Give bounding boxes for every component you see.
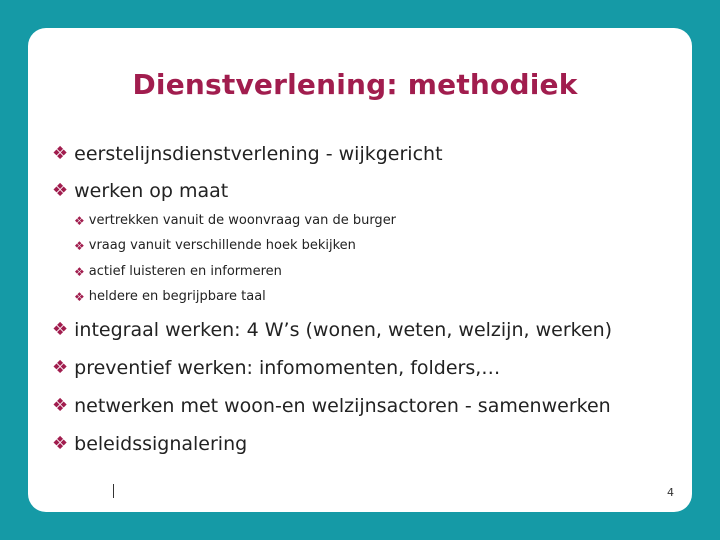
page-number: 4 [667,486,674,499]
diamond-bullet-icon: ❖ [52,433,69,454]
sub-bullet-item-1 [74,213,396,228]
bullet-item-1 [52,143,443,165]
bullet-text: netwerken met woon-en welzijnsactoren - samenwerken [74,395,611,417]
diamond-bullet-icon: ❖ [52,357,69,378]
bullet-text: preventief werken: infomomenten, folders,… [74,357,501,379]
bullet-text: integraal werken: 4 W’s (wonen, weten, welzijn, werken) [74,319,613,341]
diamond-bullet-icon: ❖ [74,264,85,279]
slide-title: Dienstverlening: methodiek [132,68,578,101]
diamond-bullet-icon: ❖ [74,213,85,228]
diamond-bullet-icon: ❖ [52,180,69,201]
sub-bullet-text: heldere en begrijpbare taal [88,289,266,304]
bullet-item-6 [52,433,247,455]
diamond-bullet-icon: ❖ [52,143,69,164]
sub-bullet-text: vraag vanuit verschillende hoek bekijken [88,238,356,253]
diamond-bullet-icon: ❖ [52,319,69,340]
sub-bullet-text: vertrekken vanuit de woonvraag van de burger [88,213,397,228]
bullet-item-3 [52,319,612,341]
sub-bullet-item-2 [74,238,356,253]
sub-bullet-item-3 [74,264,282,279]
diamond-bullet-icon: ❖ [52,395,69,416]
bullet-text: eerstelijnsdienstverlening - wijkgericht [74,143,443,165]
bullet-item-5 [52,395,611,417]
sub-bullet-item-4 [74,289,266,304]
bullet-text: werken op maat [74,180,229,202]
diamond-bullet-icon: ❖ [74,238,85,253]
bullet-item-4 [52,357,500,379]
bullet-text: beleidssignalering [74,433,248,455]
bullet-item-2 [52,180,228,202]
sub-bullet-text: actief luisteren en informeren [88,264,282,279]
diamond-bullet-icon: ❖ [74,289,85,304]
footer-divider [113,484,114,498]
